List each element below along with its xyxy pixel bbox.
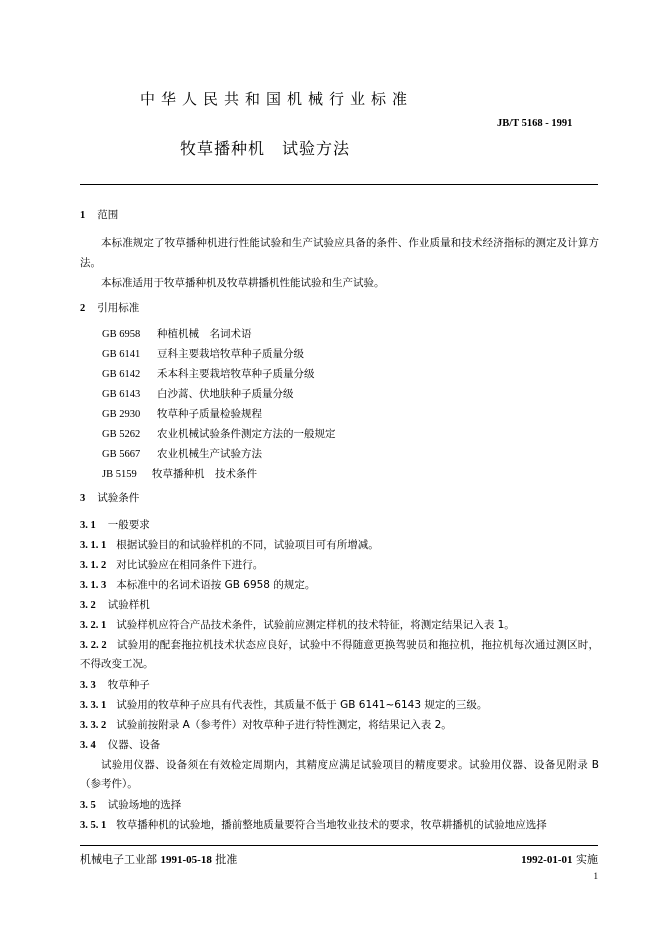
standard-title: 中华人民共和国机械行业标准 <box>140 90 414 108</box>
ref-item <box>102 445 622 464</box>
clause-text: 牧草播种机的试验地，播前整地质量要符合当地牧业技术的要求，牧草耕播机的试验地应选择 <box>116 819 547 831</box>
ref-name: 农业机械生产试验方法 <box>157 448 262 460</box>
ref-item <box>102 365 622 384</box>
clause-number: 3. 4 <box>80 740 96 751</box>
ref-name: 种植机械 名词术语 <box>157 328 252 340</box>
clause-text: 试验用的牧草种子应具有代表性，其质量不低于 GB 6141~6143 规定的三级。 <box>116 699 488 711</box>
clause-number: 3. 1. 1 <box>80 540 107 551</box>
approve-date: 1991-05-18 <box>160 854 212 866</box>
ref-name: 牧草播种机 技术条件 <box>152 468 257 480</box>
clause-title: 仪器、设备 <box>107 739 161 751</box>
ref-name: 禾本科主要栽培牧草种子质量分级 <box>157 368 315 380</box>
clause-text: 试验用的配套拖拉机技术状态应良好，试验中不得随意更换驾驶员和拖拉机，拖拉机每次通过测区时，不得改变工况。 <box>80 639 599 670</box>
ref-code: GB 6142 <box>102 369 141 380</box>
ref-item <box>102 425 622 444</box>
header-rule <box>80 184 598 185</box>
section-title: 引用标准 <box>97 302 140 314</box>
clause-text: 本标准中的名词术语按 GB 6958 的规定。 <box>116 579 316 591</box>
document-title: 牧草播种机 试验方法 <box>180 139 351 158</box>
section-3-heading <box>80 489 600 508</box>
clause-3-5 <box>80 796 600 815</box>
ref-item <box>102 465 622 484</box>
clause-number: 3. 3 <box>80 680 96 691</box>
ref-name: 农业机械试验条件测定方法的一般规定 <box>157 428 336 440</box>
clause-text: 对比试验应在相同条件下进行。 <box>116 559 264 571</box>
page-number: 1 <box>593 871 598 881</box>
clause-3-4 <box>80 736 600 755</box>
ref-code: GB 5262 <box>102 429 141 440</box>
section-1-paragraph-1: 本标准规定了牧草播种机进行性能试验和生产试验应具备的条件、作业质量和技术经济指标的测定及计算方法。 <box>80 237 599 269</box>
clause-number: 3. 2. 1 <box>80 620 107 631</box>
ref-code: GB 5667 <box>102 449 141 460</box>
ref-item <box>102 385 622 404</box>
ref-name: 白沙蒿、伏地肤种子质量分级 <box>157 388 294 400</box>
ref-item <box>102 405 622 424</box>
clause-title: 一般要求 <box>107 519 150 531</box>
clause-3-3 <box>80 676 600 695</box>
clause-3-1 <box>80 516 600 535</box>
clause-number: 3. 5. 1 <box>80 820 107 831</box>
ref-item <box>102 345 622 364</box>
clause-text: 试验样机应符合产品技术条件，试验前应测定样机的技术特征，将测定结果记入表 1。 <box>116 619 515 631</box>
clause-3-4-paragraph: 试验用仪器、设备须在有效检定周期内，其精度应满足试验项目的精度要求。试验用仪器、设备见附录 B（参考件）。 <box>80 759 599 790</box>
clause-3-1-3 <box>80 576 600 595</box>
clause-number: 3. 1 <box>80 520 96 531</box>
impl-date: 1992-01-01 <box>521 854 573 866</box>
clause-3-1-1 <box>80 536 600 555</box>
section-1-heading <box>80 206 600 225</box>
clause-3-2-2 <box>80 636 599 674</box>
standard-code: JB/T 5168 - 1991 <box>497 118 573 129</box>
clause-number: 3. 1. 3 <box>80 580 107 591</box>
clause-3-2-1 <box>80 616 600 635</box>
ref-code: JB 5159 <box>102 469 137 480</box>
ref-name: 牧草种子质量检验规程 <box>157 408 262 420</box>
clause-3-1-2 <box>80 556 600 575</box>
clause-number: 3. 2 <box>80 600 96 611</box>
clause-number: 3. 3. 2 <box>80 720 107 731</box>
approve-label: 批准 <box>215 853 238 866</box>
clause-3-3-1 <box>80 696 600 715</box>
ref-code: GB 6143 <box>102 389 141 400</box>
section-2-heading <box>80 299 600 318</box>
ref-code: GB 6958 <box>102 329 141 340</box>
ref-name: 豆科主要栽培牧草种子质量分级 <box>157 348 304 360</box>
implementation-line <box>521 851 598 867</box>
section-number: 1 <box>80 210 86 221</box>
clause-title: 牧草种子 <box>107 679 150 691</box>
impl-label: 实施 <box>576 853 598 866</box>
ref-item <box>102 325 622 344</box>
clause-number: 3. 1. 2 <box>80 560 107 571</box>
clause-text: 根据试验目的和试验样机的不同，试验项目可有所增减。 <box>116 539 379 551</box>
clause-text: 试验前按附录 A（参考件）对牧草种子进行特性测定，将结果记入表 2。 <box>116 719 452 731</box>
section-title: 试验条件 <box>97 492 140 504</box>
section-number: 2 <box>80 303 86 314</box>
section-1-paragraph-2: 本标准适用于牧草播种机及牧草耕播机性能试验和生产试验。 <box>101 277 385 289</box>
clause-3-5-1 <box>80 816 600 835</box>
clause-number: 3. 2. 2 <box>80 640 107 651</box>
clause-number: 3. 5 <box>80 800 96 811</box>
clause-title: 试验场地的选择 <box>107 799 182 811</box>
approver: 机械电子工业部 <box>80 853 157 866</box>
section-number: 3 <box>80 493 86 504</box>
clause-title: 试验样机 <box>107 599 150 611</box>
clause-number: 3. 3. 1 <box>80 700 107 711</box>
ref-code: GB 2930 <box>102 409 141 420</box>
footer-rule <box>80 845 598 846</box>
clause-3-2 <box>80 596 600 615</box>
approval-line <box>80 851 237 867</box>
section-title: 范围 <box>97 209 119 221</box>
clause-3-3-2 <box>80 716 600 735</box>
ref-code: GB 6141 <box>102 349 141 360</box>
